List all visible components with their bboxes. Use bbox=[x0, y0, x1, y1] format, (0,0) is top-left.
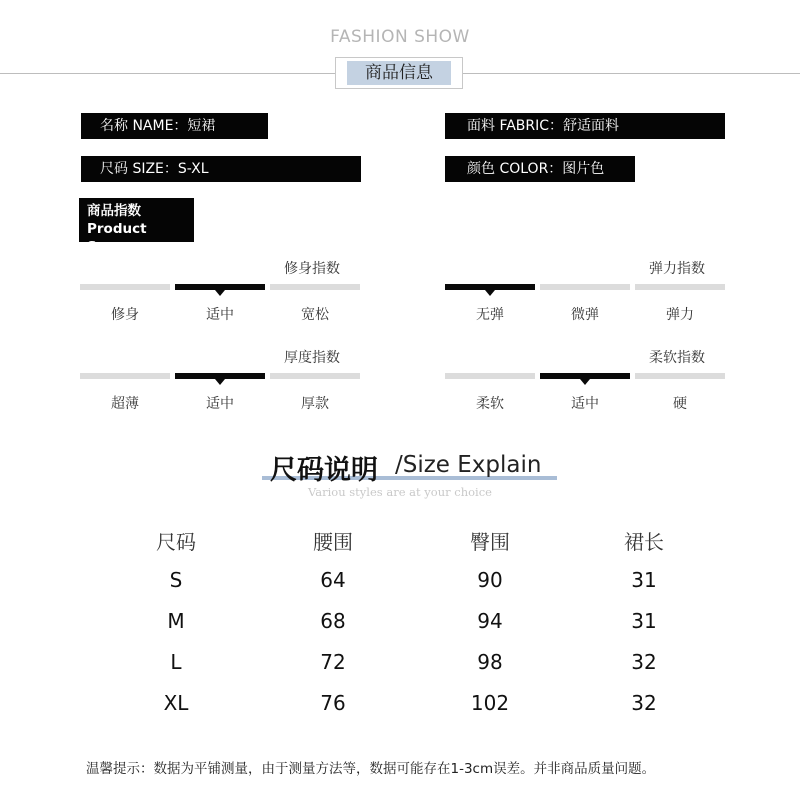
size-table-cell: 64 bbox=[320, 568, 346, 592]
indicator-option-label: 修身 bbox=[111, 307, 139, 323]
indicator-pointer-icon bbox=[580, 379, 590, 385]
info-color: 颜色 COLOR：图片色 bbox=[467, 161, 605, 177]
indicator-segment-selected bbox=[175, 373, 265, 379]
info-fabric-bar bbox=[445, 113, 725, 139]
info-color-bar bbox=[445, 156, 635, 182]
size-explain-title-cn: 尺码说明 bbox=[270, 455, 378, 486]
indicator-title: 厚度指数 bbox=[284, 350, 340, 366]
indicator-segment bbox=[270, 284, 360, 290]
size-table-cell: 68 bbox=[320, 609, 346, 633]
header-divider-left bbox=[0, 73, 335, 74]
product-specs-label-en: Product Specs bbox=[87, 221, 147, 255]
size-table-cell: 76 bbox=[320, 691, 346, 715]
info-size-bar bbox=[81, 156, 361, 182]
product-specs-label-cn: 商品指数 bbox=[87, 203, 141, 219]
size-table-cell: 94 bbox=[477, 609, 503, 633]
size-table-cell: 31 bbox=[631, 609, 657, 633]
size-table-header: 裙长 bbox=[624, 530, 664, 554]
product-specs-label bbox=[79, 198, 194, 255]
indicator-segment bbox=[445, 373, 535, 379]
size-table-header: 尺码 bbox=[156, 530, 196, 554]
info-size: 尺码 SIZE：S-XL bbox=[100, 161, 209, 177]
size-table-cell: 102 bbox=[470, 691, 510, 715]
size-table-cell: 72 bbox=[320, 650, 346, 674]
indicator-option-label: 厚款 bbox=[301, 396, 329, 412]
indicator-segment bbox=[80, 284, 170, 290]
size-explain-subtitle: Variou styles are at your choice bbox=[308, 485, 492, 499]
size-table-header: 腰围 bbox=[313, 530, 353, 554]
size-explain-title-en: /Size Explain bbox=[395, 452, 542, 478]
size-table-cell: L bbox=[170, 650, 182, 674]
info-fabric: 面料 FABRIC：舒适面料 bbox=[467, 118, 620, 134]
size-table-cell: 31 bbox=[631, 568, 657, 592]
indicator-segment bbox=[540, 284, 630, 290]
indicator-option-label: 无弹 bbox=[476, 307, 504, 323]
indicator-option-label: 硬 bbox=[673, 396, 687, 412]
indicator-segment-selected bbox=[445, 284, 535, 290]
indicator-title: 修身指数 bbox=[284, 261, 340, 277]
indicator-segment-selected bbox=[175, 284, 265, 290]
size-table-cell: M bbox=[167, 609, 185, 633]
indicator-segment bbox=[635, 373, 725, 379]
indicator-segment bbox=[270, 373, 360, 379]
indicator-segment bbox=[635, 284, 725, 290]
indicator-title: 弹力指数 bbox=[649, 261, 705, 277]
indicator-option-label: 适中 bbox=[206, 307, 234, 323]
indicator-option-label: 微弹 bbox=[571, 307, 599, 323]
brand-heading: FASHION SHOW bbox=[330, 27, 470, 47]
header-divider-right bbox=[463, 73, 800, 74]
indicator-pointer-icon bbox=[215, 379, 225, 385]
indicator-option-label: 适中 bbox=[571, 396, 599, 412]
section-title: 商品信息 bbox=[347, 61, 451, 85]
size-table-cell: S bbox=[169, 568, 183, 592]
indicator-title: 柔软指数 bbox=[649, 350, 705, 366]
size-table-cell: 32 bbox=[631, 691, 657, 715]
size-table-cell: 98 bbox=[477, 650, 503, 674]
size-table-cell: 32 bbox=[631, 650, 657, 674]
info-name-bar bbox=[81, 113, 268, 139]
size-table-header: 臀围 bbox=[470, 530, 510, 554]
indicator-pointer-icon bbox=[215, 290, 225, 296]
indicator-segment bbox=[80, 373, 170, 379]
measurement-note: 温馨提示：数据为平铺测量，由于测量方法等，数据可能存在1-3cm误差。并非商品质量问题。 bbox=[86, 761, 656, 777]
indicator-option-label: 柔软 bbox=[476, 396, 504, 412]
indicator-option-label: 宽松 bbox=[301, 307, 329, 323]
size-table-cell: 90 bbox=[477, 568, 503, 592]
indicator-option-label: 适中 bbox=[206, 396, 234, 412]
indicator-option-label: 超薄 bbox=[111, 396, 139, 412]
info-name: 名称 NAME：短裙 bbox=[100, 118, 216, 134]
indicator-option-label: 弹力 bbox=[666, 307, 694, 323]
size-table-cell: XL bbox=[163, 691, 189, 715]
indicator-pointer-icon bbox=[485, 290, 495, 296]
indicator-segment-selected bbox=[540, 373, 630, 379]
